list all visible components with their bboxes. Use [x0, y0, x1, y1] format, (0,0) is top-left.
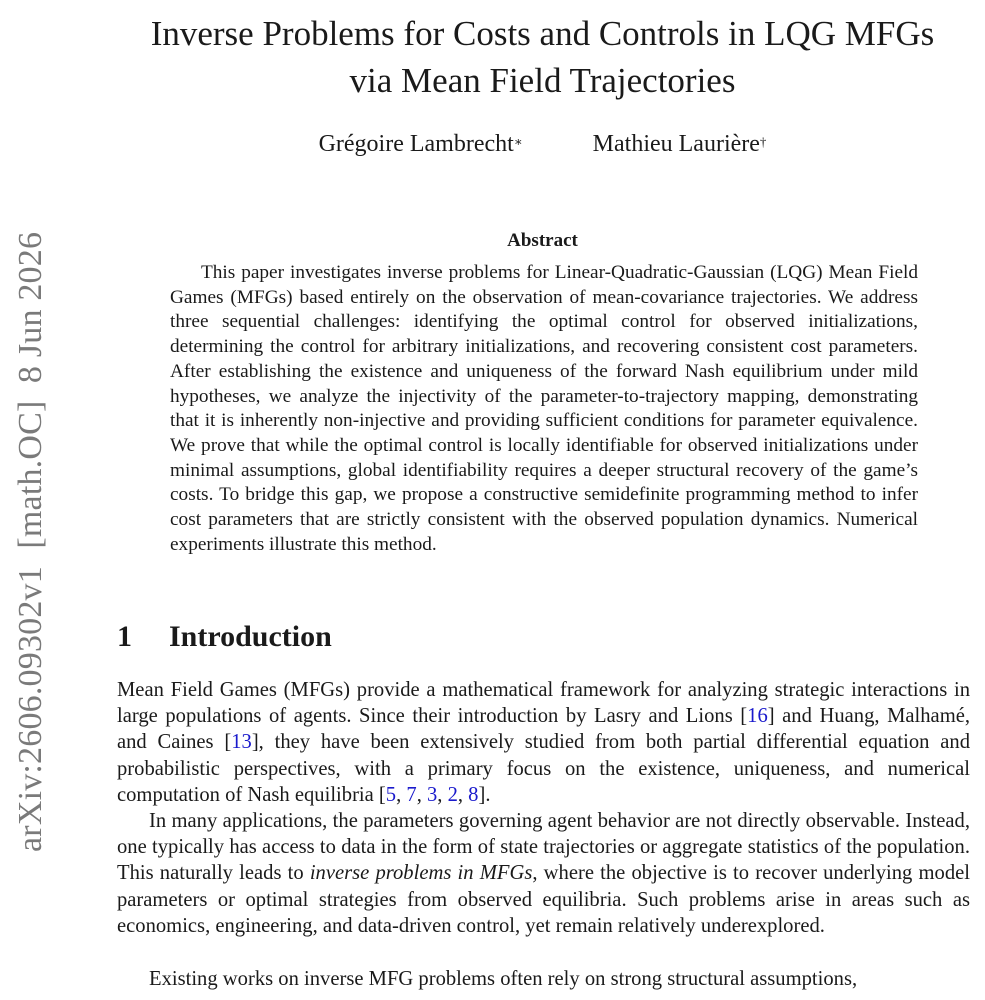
text-run: , — [416, 783, 427, 806]
section-number: 1 — [117, 620, 132, 653]
author-1 — [319, 128, 523, 160]
text-run: , — [437, 783, 448, 806]
intro-paragraph-3 — [117, 966, 970, 992]
arxiv-identifier-stamp: arXiv:2606.09302v1 [math.OC] 8 Jun 2026 — [12, 231, 49, 852]
text-run: Existing works on inverse MFG problems often rely on strong structural assumptions, — [149, 968, 858, 990]
author-2-name: Mathieu Laurière — [592, 131, 760, 157]
text-run: ]. — [478, 783, 491, 806]
citation-link[interactable]: 16 — [747, 705, 768, 728]
author-1-footnote-mark[interactable]: ∗ — [513, 134, 523, 149]
citation-link[interactable]: 8 — [468, 783, 479, 806]
citation-link[interactable]: 5 — [385, 783, 397, 806]
abstract-heading: Abstract — [507, 230, 578, 251]
abstract-text: This paper investigates inverse problems for Linear-Quadratic-Gaussian (LQG) Mean Field Games (MFGs) based entirely on the observation of mean-covariance trajectories. We address three sequential challenges: identifying the optimal control for observed initializations, determining the control for arbitrary initializations, and recovering consistent cost parameters. After establishing the existence and uniqueness of the forward Nash equilibrium under mild hypotheses, we analyze the injectivity of the parameter-to-trajectory mapping, demonstrating that it is inherently non-injective and providing sufficient conditions for parameter equivalence. We prove that while the optimal control is locally identifiable for observed initializations under minimal assumptions, global identifiability requires a deeper structural recovery of the game’s costs. To bridge this gap, we propose a constructive semidefinite programming method to infer cost parameters that are strictly consistent with the observed population dynamics. Numerical experiments illustrate this method. — [170, 262, 918, 555]
author-1-name: Grégoire Lambrecht — [318, 131, 514, 157]
citation-link[interactable]: 3 — [426, 783, 438, 806]
section-heading — [117, 617, 817, 657]
paper-title — [100, 10, 985, 104]
intro-paragraph-2 — [117, 808, 970, 939]
author-list — [100, 128, 985, 160]
text-run: ], they have been extensively studied from both partial differential equation and probabilistic perspectives, with a primary focus on the existence, uniqueness, and numerical computation of Nash equilibria [ — [117, 731, 970, 806]
title-line-2: via Mean Field Trajectories — [349, 61, 736, 100]
text-run: , — [396, 783, 407, 806]
text-run: ] and Huang, Malhamé, and Caines [ — [117, 705, 971, 754]
author-2-footnote-mark[interactable]: † — [759, 134, 767, 149]
citation-link[interactable]: 7 — [406, 783, 417, 806]
title-line-1: Inverse Problems for Costs and Controls in LQG MFGs — [150, 14, 935, 53]
citation-link[interactable]: 13 — [231, 731, 252, 754]
text-run: In many applications, the parameters governing agent behavior are not directly observable. Instead, one typically has access to data in the form of state trajectories or aggregate statistics of the population. This naturally leads to — [117, 810, 970, 885]
text-run: , — [457, 783, 469, 806]
emphasized-term: inverse problems in MFGs — [309, 862, 533, 885]
section-title: Introduction — [169, 620, 332, 653]
citation-link[interactable]: 2 — [447, 783, 458, 806]
intro-paragraph-1 — [117, 677, 970, 808]
text-run: , where the objective is to recover underlying model parameters or optimal strategies from observed equilibria. Such problems arise in areas such as economics, engineering, and data-driven control, yet remain relatively underexplored. — [117, 862, 970, 937]
author-2 — [593, 128, 767, 160]
text-run: Mean Field Games (MFGs) provide a mathematical framework for analyzing strategic interactions in large populations of agents. Since their introduction by Lasry and Lions [ — [117, 679, 970, 728]
